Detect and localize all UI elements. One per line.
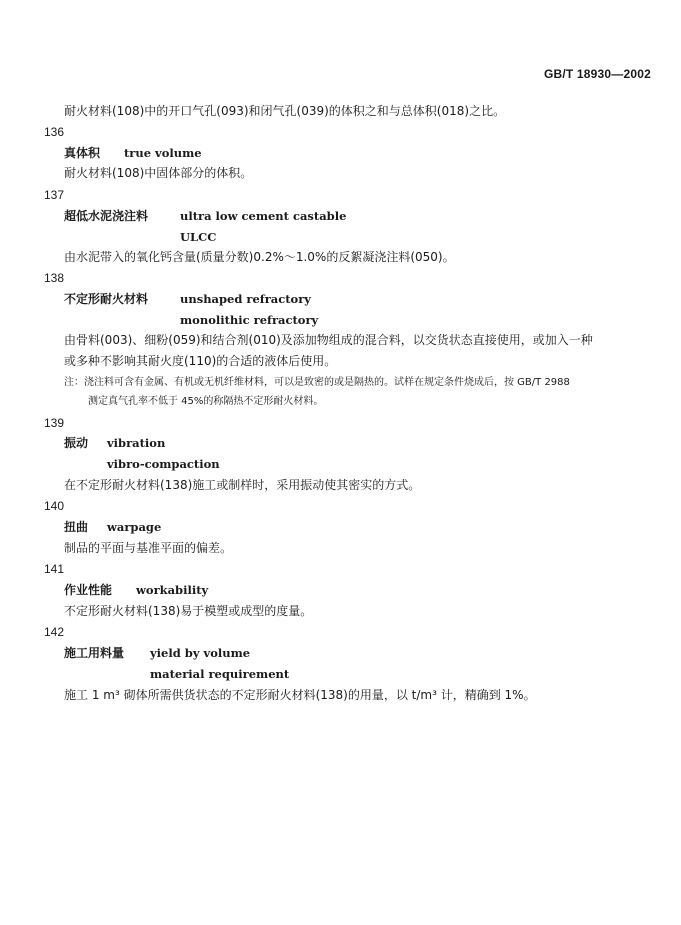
term-en: workability: [136, 583, 209, 597]
term-en-synonym: vibro-compaction: [107, 457, 220, 471]
term-definition: 或多种不影响其耐火度(110)的合适的液体后使用。: [64, 354, 337, 368]
term-definition: 耐火材料(108)中固体部分的体积。: [64, 166, 253, 180]
term-definition: 在不定形耐火材料(138)施工或制样时，采用振动使其密实的方式。: [64, 478, 421, 492]
term-en: ultra low cement castable: [180, 209, 347, 223]
term-zh: 超低水泥浇注料: [64, 209, 149, 223]
term-definition: 不定形耐火材料(138)易于模塑或成型的度量。: [64, 604, 313, 618]
term-en: yield by volume: [150, 646, 251, 660]
term-en: unshaped refractory: [180, 292, 311, 306]
term-note: 测定真气孔率不低于 45%的称隔热不定形耐火材料。: [88, 396, 324, 407]
term-definition: 施工 1 m³ 砌体所需供货状态的不定形耐火材料(138)的用量，以 t/m³ 计，精确到 1%。: [64, 688, 536, 702]
term-note: 注：浇注料可含有金属、有机或无机纤维材料，可以是致密的或是隔热的。试样在规定条件烧成后，按 GB/T 2988: [64, 377, 570, 388]
term-definition: 制品的平面与基准平面的偏差。: [64, 541, 233, 555]
term-zh: 施工用料量: [64, 646, 125, 660]
term-zh: 真体积: [64, 146, 101, 160]
term-definition: 由水泥带入的氧化钙含量(质量分数)0.2%～1.0%的反絮凝浇注料(050)。: [64, 250, 455, 264]
term-definition: 由骨料(003)、细粉(059)和结合剂(010)及添加物组成的混合料，以交货状态直接使用，或加入一种: [64, 333, 593, 347]
entry-number: 138: [44, 271, 65, 285]
intro-definition: 耐火材料(108)中的开口气孔(093)和闭气孔(039)的体积之和与总体积(018)之比。: [64, 104, 506, 118]
term-en: true volume: [124, 146, 202, 160]
entry-number: 137: [44, 188, 65, 202]
term-zh: 不定形耐火材料: [64, 292, 149, 306]
term-zh: 扭曲: [64, 520, 89, 534]
term-en-synonym: monolithic refractory: [180, 313, 319, 327]
term-en: warpage: [107, 520, 162, 534]
term-en-abbr: ULCC: [180, 230, 217, 244]
term-zh: 作业性能: [64, 583, 113, 597]
entry-number: 140: [44, 499, 65, 513]
standard-number: GB/T 18930—2002: [543, 67, 651, 81]
entry-number: 141: [44, 562, 65, 576]
entry-number: 139: [44, 416, 65, 430]
term-en: vibration: [107, 436, 166, 450]
term-zh: 振动: [64, 436, 89, 450]
entry-number: 136: [44, 125, 65, 139]
term-en-synonym: material requirement: [150, 667, 290, 681]
entry-number: 142: [44, 625, 65, 639]
